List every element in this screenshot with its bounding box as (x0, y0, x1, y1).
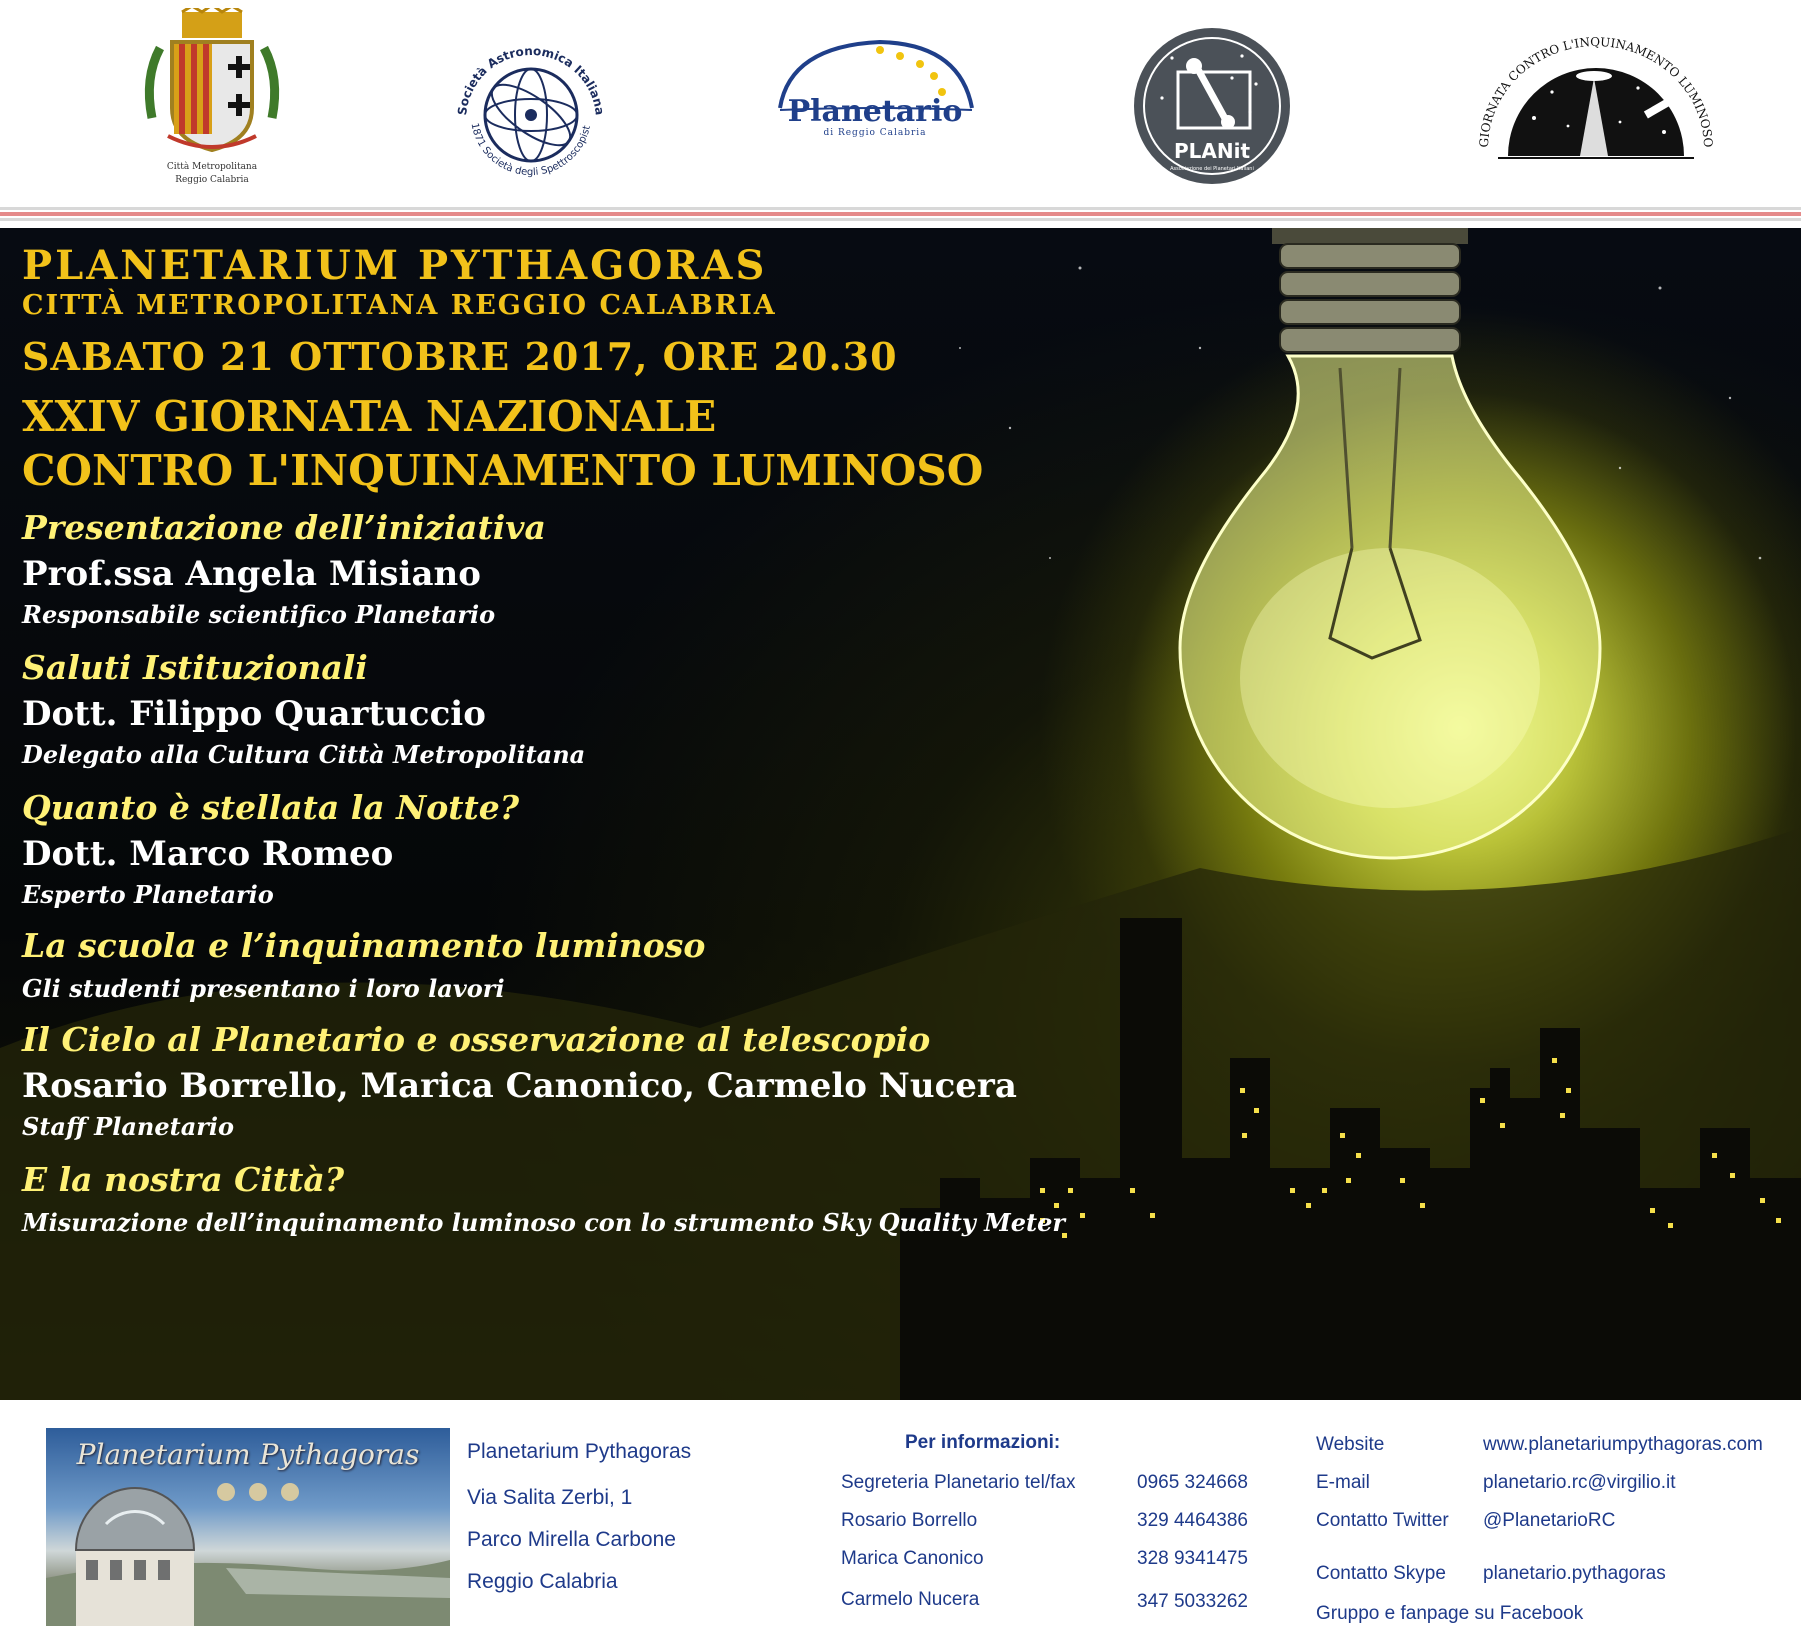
planit-badge-icon (1132, 26, 1292, 186)
planetario-logo (770, 36, 980, 146)
speaker-role: Misurazione dell’inquinamento luminoso con lo strumento Sky Quality Meter (22, 1208, 1065, 1237)
event-title-line-2: CONTRO L'INQUINAMENTO LUMINOSO (22, 446, 984, 495)
twitter-label: Contatto Twitter (1316, 1510, 1449, 1531)
twitter-link[interactable]: @PlanetarioRC (1483, 1510, 1616, 1531)
address-city: Reggio Calabria (467, 1570, 618, 1593)
email-label: E-mail (1316, 1472, 1370, 1493)
speaker-role: Esperto Planetario (22, 880, 274, 909)
speaker-name: Prof.ssa Angela Misiano (22, 554, 481, 594)
speaker-role: Staff Planetario (22, 1112, 235, 1141)
section-heading: La scuola e l’inquinamento luminoso (22, 926, 706, 965)
separator-line (0, 212, 1801, 216)
event-title-line-1: XXIV GIORNATA NAZIONALE (22, 392, 717, 441)
website-link[interactable]: www.planetariumpythagoras.com (1483, 1434, 1763, 1455)
poster-subtitle: CITTÀ METROPOLITANA REGGIO CALABRIA (22, 290, 777, 321)
planetario-wordmark: Planetario (787, 94, 963, 129)
separator-line (0, 207, 1801, 210)
address-name: Planetarium Pythagoras (467, 1440, 692, 1463)
night-sky-dome-icon (1468, 26, 1722, 176)
contact-phone: 0965 324668 (1137, 1472, 1248, 1493)
giornata-logo (1468, 26, 1722, 176)
armillary-sphere-icon (446, 30, 616, 190)
city-caption-2: Reggio Calabria (175, 175, 249, 185)
contact-name: Carmelo Nucera (841, 1589, 980, 1610)
contact-name: Rosario Borrello (841, 1510, 978, 1531)
contact-phone: 328 9341475 (1137, 1548, 1248, 1569)
planetarium-photo (46, 1428, 450, 1626)
citta-metropolitana-logo (138, 8, 286, 188)
website-label: Website (1316, 1434, 1385, 1455)
section-heading: Saluti Istituzionali (22, 648, 368, 687)
giornata-arc-text: GIORNATA CONTRO L'INQUINAMENTO LUMINOSO (1476, 34, 1716, 148)
section-heading: Presentazione dell’iniziativa (22, 508, 546, 547)
address-street: Via Salita Zerbi, 1 (467, 1486, 633, 1509)
facebook-link[interactable]: Gruppo e fanpage su Facebook (1316, 1603, 1584, 1624)
speaker-name: Dott. Marco Romeo (22, 834, 394, 874)
section-heading: Quanto è stellata la Notte? (22, 788, 520, 827)
separator-line (0, 218, 1801, 221)
planetario-subtitle: di Reggio Calabria (823, 128, 927, 138)
poster-title: PLANETARIUM PYTHAGORAS (22, 242, 768, 289)
address-park: Parco Mirella Carbone (467, 1528, 676, 1551)
city-caption-1: Città Metropolitana (166, 162, 258, 172)
speaker-name: Dott. Filippo Quartuccio (22, 694, 486, 734)
light-bulb-icon (1180, 228, 1600, 858)
logo-bar (0, 0, 1801, 206)
event-poster (0, 228, 1801, 1400)
sai-top-text: Società Astronomica Italiana (455, 43, 607, 116)
event-date: SABATO 21 OTTOBRE 2017, ORE 20.30 (22, 334, 898, 379)
contact-name: Segreteria Planetario tel/fax (841, 1472, 1076, 1493)
section-heading: Il Cielo al Planetario e osservazione al telescopio (22, 1020, 931, 1059)
speaker-role: Responsabile scientifico Planetario (22, 600, 496, 629)
photo-title: Planetarium Pythagoras (76, 1438, 420, 1471)
contact-phone: 347 5033262 (1137, 1591, 1248, 1612)
svg-text:Società Astronomica Italiana (455, 44, 607, 116)
contact-name: Marica Canonico (841, 1548, 984, 1569)
sai-bottom-text: 1871 Società degli Spettroscopist (468, 122, 593, 179)
sai-logo (446, 30, 616, 190)
info-heading: Per informazioni: (905, 1432, 1061, 1453)
skype-link[interactable]: planetario.pythagoras (1483, 1563, 1666, 1584)
speaker-name: Rosario Borrello, Marica Canonico, Carmelo Nucera (22, 1066, 1017, 1106)
footer (0, 1400, 1801, 1637)
planit-wordmark: PLANit (1173, 139, 1251, 163)
coat-of-arms-icon (138, 8, 286, 158)
email-link[interactable]: planetario.rc@virgilio.it (1483, 1472, 1676, 1493)
planit-subtitle: Associazione dei Planetari Italiani (1170, 166, 1254, 172)
skype-label: Contatto Skype (1316, 1563, 1446, 1584)
contact-phone: 329 4464386 (1137, 1510, 1248, 1531)
section-heading: E la nostra Città? (22, 1160, 345, 1199)
speaker-role: Gli studenti presentano i loro lavori (22, 974, 505, 1003)
speaker-role: Delegato alla Cultura Città Metropolitana (22, 740, 586, 769)
planit-logo (1132, 26, 1292, 186)
